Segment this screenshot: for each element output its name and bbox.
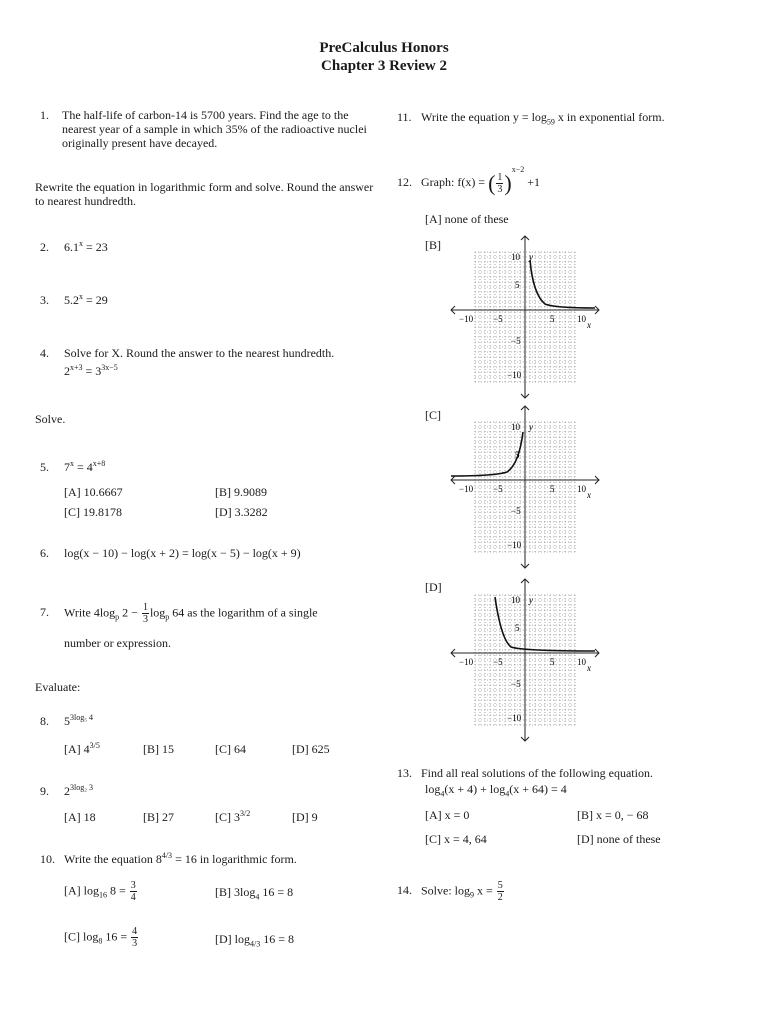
q10-pre: Write the equation 8 [64, 852, 162, 866]
graph-d-label-yn5: −5 [511, 679, 521, 689]
q13-choice-a: [A] x = 0 [425, 808, 470, 822]
q3-base: 5.2 [64, 293, 79, 307]
q5-rhs-base: 4 [86, 460, 93, 474]
graph-d-svg [445, 575, 605, 745]
graph-c-label-yn5: −5 [511, 506, 521, 516]
graph-d-label-xn10: −10 [459, 657, 474, 667]
q4-lhs-base: 2 [64, 364, 70, 378]
question-number: 4. [40, 346, 49, 360]
question-number: 11. [397, 110, 412, 124]
question-9 [40, 784, 93, 798]
question-text: Solve for X. Round the answer to the nearest hundredth. [64, 346, 335, 360]
q12-choice-b-label: [B] [425, 238, 441, 252]
q4-equation [64, 364, 118, 378]
q7-frac-num: 1 [142, 602, 148, 613]
q14-fraction [497, 880, 504, 903]
question-number: 9. [40, 784, 49, 798]
q12-fraction [496, 172, 503, 195]
graph-c-label-xn5: −5 [493, 484, 503, 494]
question-13 [397, 766, 653, 780]
section-instructions-evaluate: Evaluate: [35, 680, 81, 694]
q10-d-post: 16 = 8 [260, 932, 295, 946]
q10-choice-d [215, 932, 294, 947]
q12-paren-open: ( [488, 170, 496, 196]
q10-c-sub: 8 [98, 936, 103, 946]
question-number: 6. [40, 546, 49, 560]
q8-a-exponent: 3/5 [89, 741, 100, 750]
graph-d-label-x10: 10 [577, 657, 586, 667]
q5-choice-b: [B] 9.9089 [215, 485, 267, 499]
q10-a-sub: 16 [99, 890, 107, 900]
q14-frac-num: 5 [497, 880, 503, 891]
question-7 [40, 602, 318, 625]
q9-choice-b: [B] 27 [143, 810, 174, 824]
q13-choice-d: [D] none of these [577, 832, 661, 846]
q13-eq-sub1: 4 [440, 789, 445, 799]
question-8 [40, 714, 93, 728]
question-11 [397, 110, 665, 127]
q3-exponent: x [79, 292, 83, 301]
q9-c-exponent: 3/2 [240, 809, 251, 818]
graph-d [445, 575, 605, 750]
q10-d-pre: [D] log [215, 932, 250, 946]
q4-lhs-exponent: x+3 [70, 363, 83, 372]
q7-post: log [149, 605, 166, 620]
q12-post: +1 [524, 175, 541, 189]
graph-b-label-yn5: −5 [511, 336, 521, 346]
q10-choice-b [215, 885, 293, 900]
graph-c-label-x: x [587, 490, 591, 500]
q13-eq-c: (x + 64) = 4 [509, 782, 567, 796]
q10-a-mid: 8 = [107, 883, 129, 898]
question-number: 10. [40, 852, 55, 866]
graph-d-label-ybot: −10 [507, 713, 522, 723]
question-text: log(x − 10) − log(x + 2) = log(x − 5) − log(x + 9) [64, 546, 301, 560]
q2-base: 6.1 [64, 240, 79, 254]
question-4 [40, 346, 334, 360]
q11-sub: 59 [546, 117, 555, 127]
graph-b-svg [445, 232, 605, 402]
q12-pre: Graph: f(x) = [421, 175, 489, 189]
q12-frac-den: 3 [497, 183, 503, 195]
q4-rhs-exponent: 3x−5 [101, 363, 118, 372]
q2-exponent: x [79, 239, 83, 248]
question-number: 13. [397, 766, 412, 780]
q7-fraction [142, 602, 149, 625]
q14-pre: Solve: log [421, 883, 471, 898]
question-number: 7. [40, 605, 49, 620]
page-title: PreCalculus Honors [319, 40, 449, 56]
q10-c-fraction [131, 926, 138, 949]
q10-exponent: 4/3 [161, 851, 173, 860]
graph-b-label-x10: 10 [577, 314, 586, 324]
q13-eq-sub2: 4 [505, 789, 510, 799]
q7-sub2: p [165, 612, 170, 622]
graph-c-label-xn10: −10 [459, 484, 474, 494]
q8-choice-d: [D] 625 [292, 742, 330, 756]
q9-c-text: [C] 3 [215, 810, 240, 824]
graph-c-label-ybot: −10 [507, 540, 522, 550]
q8-choice-c: [C] 64 [215, 742, 246, 756]
graph-c-label-x10: 10 [577, 484, 586, 494]
q10-b-sub: 4 [255, 892, 260, 902]
q7-mid: 2 − [119, 605, 141, 620]
question-3 [40, 293, 108, 307]
q10-post: = 16 in logarithmic form. [172, 852, 297, 866]
q13-choice-c: [C] x = 4, 64 [425, 832, 487, 846]
graph-b-label-y5: 5 [515, 280, 520, 290]
q5-lhs-base: 7 [64, 460, 70, 474]
question-12 [397, 165, 541, 196]
q12-exponent: x−2 [511, 165, 525, 174]
q4-equals: = [82, 364, 96, 378]
graph-b-label-xn10: −10 [459, 314, 474, 324]
question-number: 5. [40, 460, 49, 474]
section-instructions-solve: Solve. [35, 412, 66, 426]
graph-c-label-ytop: 10 [511, 422, 520, 432]
q10-choice-c [64, 926, 139, 949]
q12-frac-num: 1 [497, 171, 503, 183]
question-number: 2. [40, 240, 49, 254]
q10-c-pre: [C] log [64, 929, 99, 944]
graph-b [445, 232, 605, 407]
q5-rhs-exponent: x+8 [92, 459, 106, 468]
graph-b-label-x5: 5 [550, 314, 555, 324]
q5-lhs-exponent: x [70, 459, 74, 468]
q7-pre: Write 4log [64, 605, 116, 620]
q9-base: 2 [64, 784, 70, 798]
q10-c-mid: 16 = [102, 929, 131, 944]
q8-choice-b: [B] 15 [143, 742, 174, 756]
q12-paren-close: ) [504, 170, 512, 196]
q3-rhs: = 29 [83, 293, 108, 307]
graph-c [445, 402, 605, 577]
question-number: 3. [40, 293, 49, 307]
graph-b-label-ybot: −10 [507, 370, 522, 380]
section-instructions-rewrite: Rewrite the equation in logarithmic form and solve. Round the answer to nearest hundredth. [35, 180, 374, 208]
q14-mid: x = [474, 883, 496, 898]
graph-b-label-xn5: −5 [493, 314, 503, 324]
question-10 [40, 852, 297, 866]
q7-sub1: p [115, 612, 120, 622]
q8-base: 5 [64, 714, 70, 728]
q14-frac-den: 2 [497, 892, 503, 903]
q5-choice-c: [C] 19.8178 [64, 505, 122, 519]
question-2 [40, 240, 108, 254]
q10-a-pre: [A] log [64, 883, 99, 898]
question-14 [397, 880, 505, 903]
q7-post2: 64 as the logarithm of a single [169, 605, 318, 620]
q9-choice-d: [D] 9 [292, 810, 318, 824]
q10-b-post: 16 = 8 [259, 885, 294, 899]
q14-sub: 9 [470, 890, 475, 900]
q10-c-frac-num: 4 [132, 926, 138, 937]
q9-choice-a: [A] 18 [64, 810, 96, 824]
q7-line2: number or expression. [64, 636, 171, 650]
question-number: 12. [397, 175, 412, 189]
q10-a-frac-den: 4 [130, 892, 136, 903]
graph-c-label-y: y [529, 422, 533, 432]
graph-b-label-ytop: 10 [511, 252, 520, 262]
graph-c-svg [445, 402, 605, 572]
page-subtitle: Chapter 3 Review 2 [321, 58, 447, 74]
q12-choice-d-label: [D] [425, 580, 442, 594]
question-number: 14. [397, 883, 412, 898]
q11-post: x in exponential form. [554, 110, 665, 124]
graph-c-label-y5: 5 [515, 450, 520, 460]
graph-c-label-x5: 5 [550, 484, 555, 494]
q5-choice-a: [A] 10.6667 [64, 485, 123, 499]
q9-exponent: 3log₂ 3 [70, 783, 94, 792]
q8-exponent: 3log₅ 4 [70, 713, 94, 722]
graph-d-label-y5: 5 [515, 623, 520, 633]
graph-d-label-y: y [529, 595, 533, 605]
q10-c-frac-den: 3 [132, 938, 138, 949]
q13-equation [425, 782, 567, 799]
q5-equals: = [74, 460, 87, 474]
q8-choice-a [64, 742, 100, 757]
q5-choice-d: [D] 3.3282 [215, 505, 268, 519]
q12-choice-a: [A] none of these [425, 212, 509, 226]
q10-a-fraction [130, 880, 137, 903]
question-number: 1. [40, 108, 49, 122]
q2-rhs: = 23 [83, 240, 108, 254]
question-6 [40, 546, 301, 560]
question-number: 8. [40, 714, 49, 728]
q10-d-sub: 4/3 [250, 939, 261, 949]
graph-d-label-x5: 5 [550, 657, 555, 667]
graph-d-label-xn5: −5 [493, 657, 503, 667]
q8-a-text: [A] 4 [64, 742, 90, 756]
q10-a-frac-num: 3 [130, 880, 136, 891]
q4-rhs-base: 3 [95, 364, 102, 378]
q13-eq-a: log [425, 782, 441, 796]
graph-c-curve [451, 432, 523, 476]
q11-pre: Write the equation y = log [421, 110, 547, 124]
q10-choice-a [64, 880, 138, 903]
graph-d-label-x: x [587, 663, 591, 673]
question-1 [40, 108, 370, 150]
q9-choice-c [215, 810, 250, 825]
question-text: Find all real solutions of the following equation. [421, 766, 653, 780]
graph-d-label-ytop: 10 [511, 595, 520, 605]
graph-b-label-y: y [529, 252, 533, 262]
q13-eq-b: (x + 4) + log [444, 782, 506, 796]
q7-frac-den: 3 [142, 614, 148, 625]
q12-choice-c-label: [C] [425, 408, 441, 422]
question-text: The half-life of carbon-14 is 5700 years. Find the age to the nearest year of a sample in which 35% of the radioactive nuclei originally present have decayed. [62, 108, 367, 150]
graph-b-label-x: x [587, 320, 591, 330]
q10-b-pre: [B] 3log [215, 885, 256, 899]
question-5 [40, 460, 105, 474]
q13-choice-b: [B] x = 0, − 68 [577, 808, 649, 822]
